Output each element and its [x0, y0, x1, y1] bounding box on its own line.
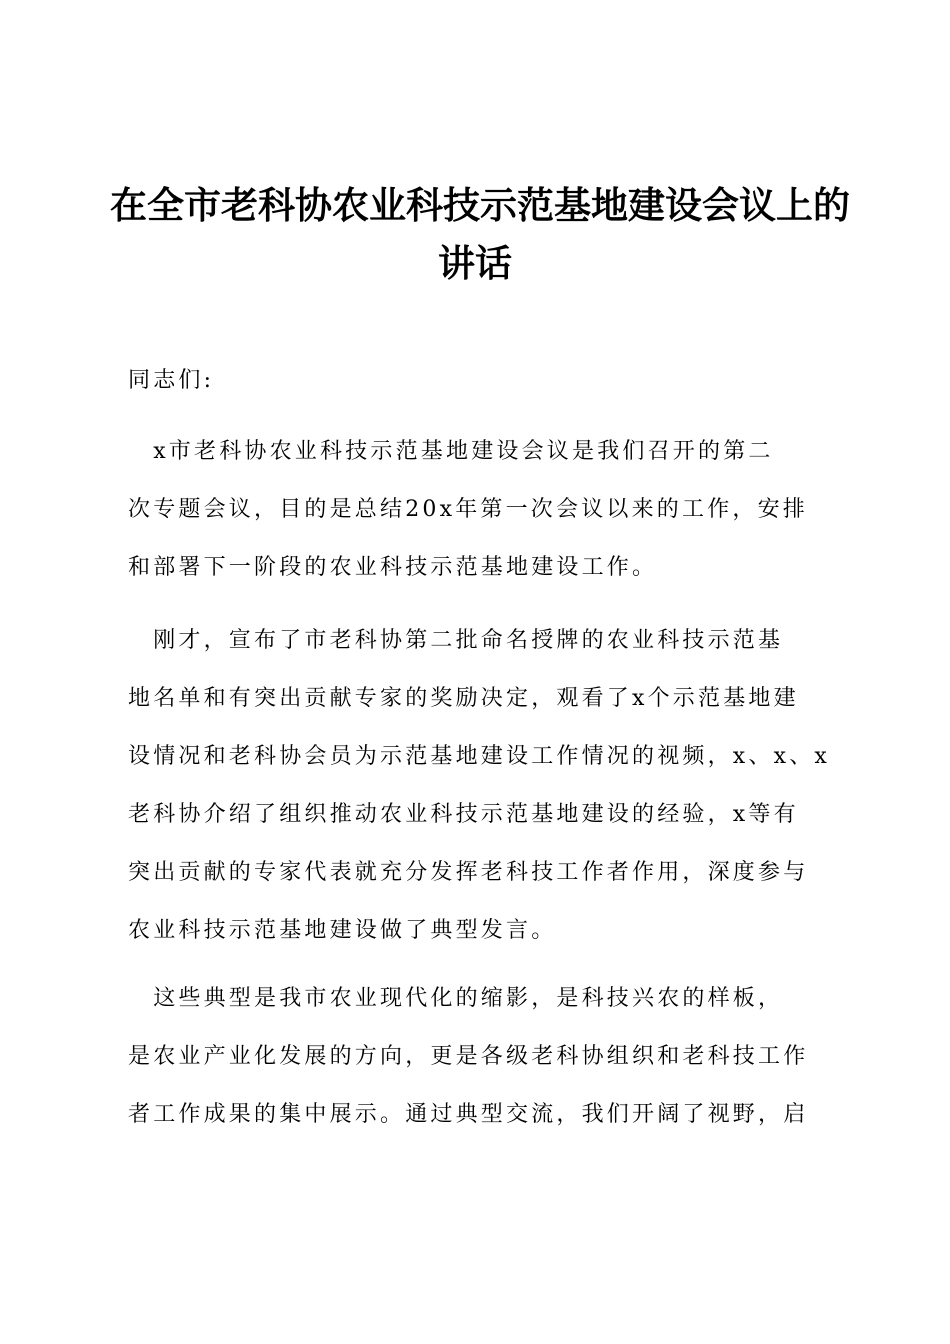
title-line-1: 在全市老科协农业科技示范基地建设会议上的	[110, 183, 850, 227]
paragraph-line: 刚才，宣布了市老科协第二批命名授牌的农业科技示范基	[128, 628, 784, 653]
paragraph-line: 是农业产业化发展的方向，更是各级老科协组织和老科技工作	[128, 1044, 809, 1069]
paragraph-line: 地名单和有突出贡献专家的奖励决定，观看了x个示范基地建	[128, 686, 799, 711]
paragraph-line: 设情况和老科协会员为示范基地建设工作情况的视频，x、x、x	[128, 744, 831, 769]
paragraph-line: x市老科协农业科技示范基地建设会议是我们召开的第二	[128, 439, 774, 464]
paragraph-line: 突出贡献的专家代表就充分发挥老科技工作者作用，深度参与	[128, 860, 809, 885]
paragraph-line: 者工作成果的集中展示。通过典型交流，我们开阔了视野，启	[128, 1102, 809, 1127]
salutation-text: 同志们:	[128, 368, 215, 393]
title-line-2: 讲话	[438, 241, 512, 285]
paragraph-line: 农业科技示范基地建设做了典型发言。	[128, 918, 557, 943]
paragraph-line: 老科协介绍了组织推动农业科技示范基地建设的经验，x等有	[128, 802, 799, 827]
paragraph-line: 这些典型是我市农业现代化的缩影，是科技兴农的样板，	[128, 986, 784, 1011]
paragraph-3	[128, 970, 828, 1144]
paragraph-line: 次专题会议，目的是总结20x年第一次会议以来的工作，安排	[128, 497, 809, 522]
salutation	[128, 352, 828, 410]
paragraph-2	[128, 612, 831, 960]
paragraph-1	[128, 423, 828, 597]
paragraph-line: 和部署下一阶段的农业科技示范基地建设工作。	[128, 555, 658, 580]
document-title	[110, 176, 850, 292]
